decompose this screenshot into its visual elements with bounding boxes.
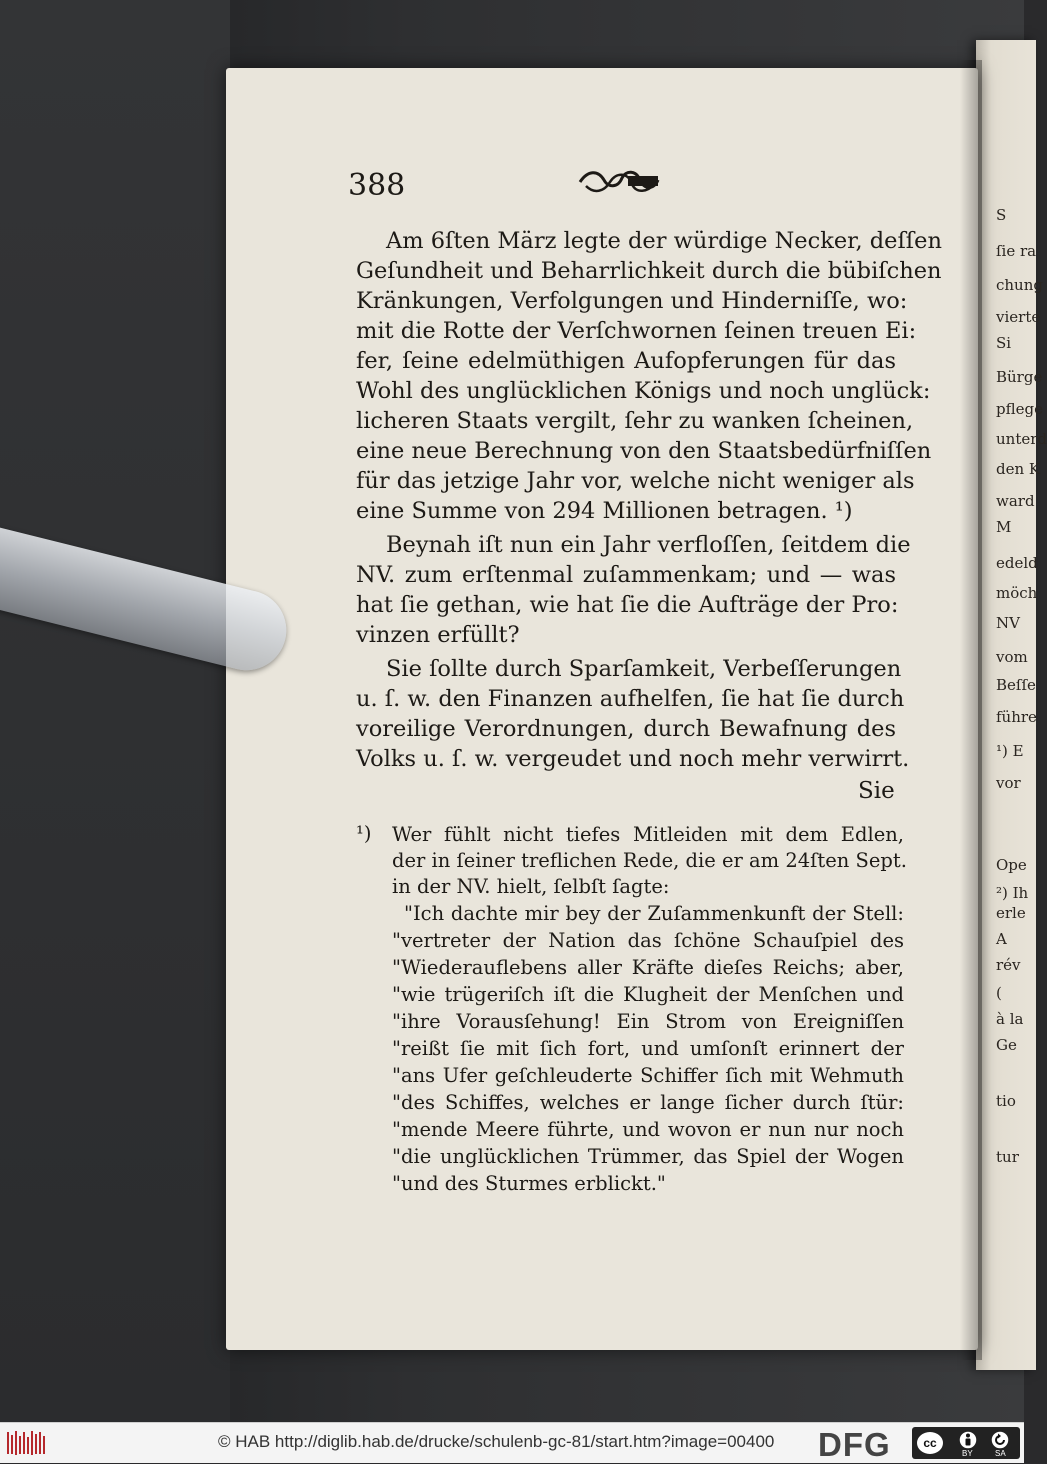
- dfg-logo[interactable]: DFG: [818, 1426, 891, 1463]
- footnote-marker: ¹): [356, 822, 372, 845]
- body-line: eine Summe von 294 Millionen betragen. ¹): [356, 498, 853, 524]
- edge-fragment: rév: [996, 956, 1021, 974]
- footnote-line: "wie trügeriſch iſt die Klugheit der Menſchen und: [392, 983, 904, 1006]
- library-barcode-logo-icon[interactable]: [6, 1429, 46, 1457]
- footnote-line: "ans Ufer geſchleuderte Schiffer ſich mit Wehmuth: [392, 1064, 904, 1087]
- body-line: Volks u. ſ. w. vergeudet und noch mehr verwirrt.: [356, 746, 910, 772]
- share-alike-icon: [990, 1430, 1010, 1450]
- body-line: Geſundheit und Beharrlichkeit durch die bübiſchen: [356, 258, 942, 284]
- catchword: Sie: [858, 778, 895, 804]
- cc-license-badge[interactable]: [912, 1427, 1020, 1459]
- attribution-person-icon: [958, 1430, 978, 1450]
- body-line: fer, ſeine edelmüthigen Aufopferungen für das: [356, 348, 896, 374]
- body-line: mit die Rotte der Verſchwornen ſeinen treuen Ei:: [356, 318, 917, 344]
- edge-fragment: Ope: [996, 856, 1027, 874]
- edge-fragment: Beſſe: [996, 676, 1036, 694]
- edge-fragment: möch: [996, 584, 1038, 602]
- footnote-line: "des Schiffes, welches er lange ſicher durch ſtür:: [392, 1091, 904, 1114]
- dark-background-board: [0, 0, 230, 1422]
- edge-fragment: vor: [996, 774, 1021, 792]
- body-line: Kränkungen, Verfolgungen und Hinderniſſe, wo:: [356, 288, 908, 314]
- edge-fragment: unterd: [996, 430, 1047, 448]
- body-line: vinzen erfüllt?: [356, 622, 520, 648]
- footnote-line: der in ſeiner treflichen Rede, die er am 24ſten Sept.: [392, 849, 907, 872]
- body-line: NV. zum erſtenmal zuſammenkam; und — was: [356, 562, 896, 588]
- footnote-line: Wer fühlt nicht tiefes Mitleiden mit dem Edlen,: [392, 823, 904, 846]
- body-line: voreilige Verordnungen, durch Bewafnung des: [356, 716, 896, 742]
- edge-fragment: edeld: [996, 554, 1038, 572]
- edge-fragment: vom: [996, 648, 1028, 666]
- edge-fragment: Si: [996, 334, 1012, 352]
- edge-fragment: Ge: [996, 1036, 1017, 1054]
- page-gutter-shadow: [960, 60, 982, 1360]
- page-number: 388: [348, 168, 406, 203]
- edge-fragment: tio: [996, 1092, 1016, 1110]
- edge-fragment: den K: [996, 460, 1041, 478]
- body-line: eine neue Berechnung von den Staatsbedürfniſſen: [356, 438, 932, 464]
- edge-fragment: führe: [996, 708, 1037, 726]
- next-page-edge: [976, 40, 1047, 1370]
- sa-label: SA: [995, 1449, 1006, 1458]
- body-line: Beynah iſt nun ein Jahr verfloſſen, ſeitdem die: [386, 532, 911, 558]
- edge-fragment: ¹) E: [996, 742, 1024, 760]
- footnote-line: "reißt ſie mit ſich fort, und umſonſt erinnert der: [392, 1037, 904, 1060]
- viewer-footer: [0, 1422, 1024, 1463]
- body-line: Wohl des unglücklichen Königs und noch unglück:: [356, 378, 931, 404]
- footnote-line: "Wiederauflebens aller Kräfte dieſes Reichs; aber,: [392, 956, 904, 979]
- body-line: u. ſ. w. den Finanzen aufhelfen, ſie hat ſie durch: [356, 686, 905, 712]
- footnote-line: "mende Meere führte, und wovon er nun nur noch: [392, 1118, 904, 1141]
- copyright-source-link[interactable]: © HAB http://diglib.hab.de/drucke/schulenb-gc-81/start.htm?image=00400: [218, 1432, 775, 1451]
- by-label: BY: [962, 1449, 973, 1458]
- edge-fragment: ²) Ih: [996, 884, 1029, 902]
- edge-fragment: NV: [996, 614, 1020, 632]
- footnote-line: "vertreter der Nation das ſchöne Schauſpiel des: [392, 929, 904, 952]
- edge-fragment: ward: [996, 492, 1035, 510]
- body-line: licheren Staats vergilt, ſehr zu wanken ſcheinen,: [356, 408, 914, 434]
- footnote-line: in der NV. hielt, ſelbſt ſagte:: [392, 875, 670, 898]
- edge-fragment: S: [996, 206, 1007, 224]
- edge-fragment: (: [996, 984, 1002, 1002]
- edge-fragment: pflege: [996, 400, 1043, 418]
- footnote-line: "und des Sturmes erblickt.": [392, 1172, 666, 1195]
- edge-fragment: erle: [996, 904, 1026, 922]
- footnote-line: "Ich dachte mir bey der Zuſammenkunft der Stell:: [404, 902, 904, 925]
- edge-fragment: M: [996, 518, 1012, 536]
- edge-fragment: Bürge: [996, 368, 1043, 386]
- edge-fragment: ſie ra: [996, 242, 1037, 260]
- body-line: hat ſie gethan, wie hat ſie die Aufträge der Pro:: [356, 592, 899, 618]
- body-line: Am 6ſten März legte der würdige Necker, deſſen: [386, 228, 942, 254]
- edge-fragment: vierte: [996, 308, 1041, 326]
- footnote-line: "ihre Vorausſehung! Ein Strom von Ereigniſſen: [392, 1010, 904, 1033]
- edge-fragment: à la: [996, 1010, 1024, 1028]
- body-line: Sie ſollte durch Sparſamkeit, Verbeſſerungen: [386, 656, 902, 682]
- cc-icon: cc: [915, 1430, 945, 1456]
- edge-fragment: tur: [996, 1148, 1019, 1166]
- body-line: für das jetzige Jahr vor, welche nicht weniger als: [356, 468, 915, 494]
- edge-fragment: A: [996, 930, 1007, 948]
- footnote-line: "die unglücklichen Trümmer, das Spiel der Wogen: [392, 1145, 904, 1168]
- edge-fragment: chung: [996, 276, 1043, 294]
- knot-ornament-icon: [578, 166, 660, 196]
